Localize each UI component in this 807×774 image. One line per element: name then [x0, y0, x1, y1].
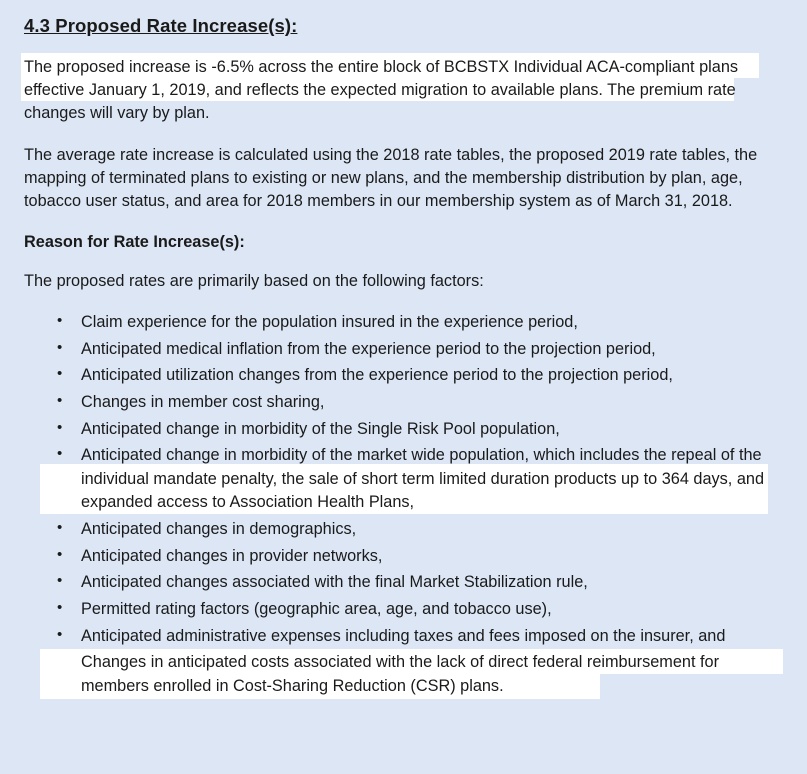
list-item: [24, 571, 781, 595]
list-item-text: Claim experience for the population insured in the experience period,: [81, 313, 578, 332]
list-item-text: Anticipated changes in provider networks,: [81, 546, 383, 565]
list-item-text: • Anticipated change in morbidity of the market wide population, which includes the repeal of the individual mandate penalty, the sale of short term limited duration products up to 364 days, and expanded access to Association Health Plans,: [81, 446, 765, 512]
list-item-text: Anticipated changes associated with the final Market Stabilization rule,: [81, 573, 588, 592]
list-item-text: • Changes in anticipated costs associated with the lack of direct federal reimbursement for members enrolled in Cost-Sharing Reduction (CSR) plans.: [81, 653, 720, 695]
factors-list: [24, 311, 781, 698]
list-item-text: Anticipated administrative expenses including taxes and fees imposed on the insurer, and: [81, 626, 726, 645]
list-item-text: Changes in member cost sharing,: [81, 392, 325, 411]
list-item-text: Anticipated changes in demographics,: [81, 520, 357, 539]
list-item-text: Permitted rating factors (geographic area, age, and tobacco use),: [81, 599, 552, 618]
list-item-text: Anticipated medical inflation from the experience period to the projection period,: [81, 339, 656, 358]
list-item-highlighted: [24, 444, 781, 515]
highlighted-paragraph-proposed-increase: [24, 53, 781, 127]
reason-heading: Reason for Rate Increase(s):: [24, 232, 245, 251]
list-item: [24, 391, 781, 415]
paragraph-average-rate-calculation: The average rate increase is calculated using the 2018 rate tables, the proposed 2019 rate tables, the mapping of terminated plans to existing or new plans, and the membership distribution by plan, age, tobacco user status, and area for 2018 members in our membership system as of March 31, 2018.: [24, 145, 758, 210]
list-item-highlighted: [24, 651, 781, 698]
list-item: [24, 311, 781, 335]
page-title: 4.3 Proposed Rate Increase(s):: [24, 15, 298, 36]
list-item: [24, 545, 781, 569]
list-item-text: Anticipated change in morbidity of the Single Risk Pool population,: [81, 419, 560, 438]
paragraph-factors-intro: The proposed rates are primarily based on the following factors:: [24, 271, 484, 290]
list-item: [24, 625, 781, 649]
paragraph-proposed-increase: The proposed increase is -6.5% across the entire block of BCBSTX Individual ACA-compliant plans effective January 1, 2019, and reflects the expected migration to available plans. The premium rate changes will vary by plan.: [24, 58, 739, 123]
list-item: [24, 598, 781, 622]
list-item-text: Anticipated utilization changes from the experience period to the projection period,: [81, 366, 673, 385]
list-item: [24, 518, 781, 542]
list-item: [24, 364, 781, 388]
list-item: [24, 338, 781, 362]
list-item: [24, 418, 781, 442]
